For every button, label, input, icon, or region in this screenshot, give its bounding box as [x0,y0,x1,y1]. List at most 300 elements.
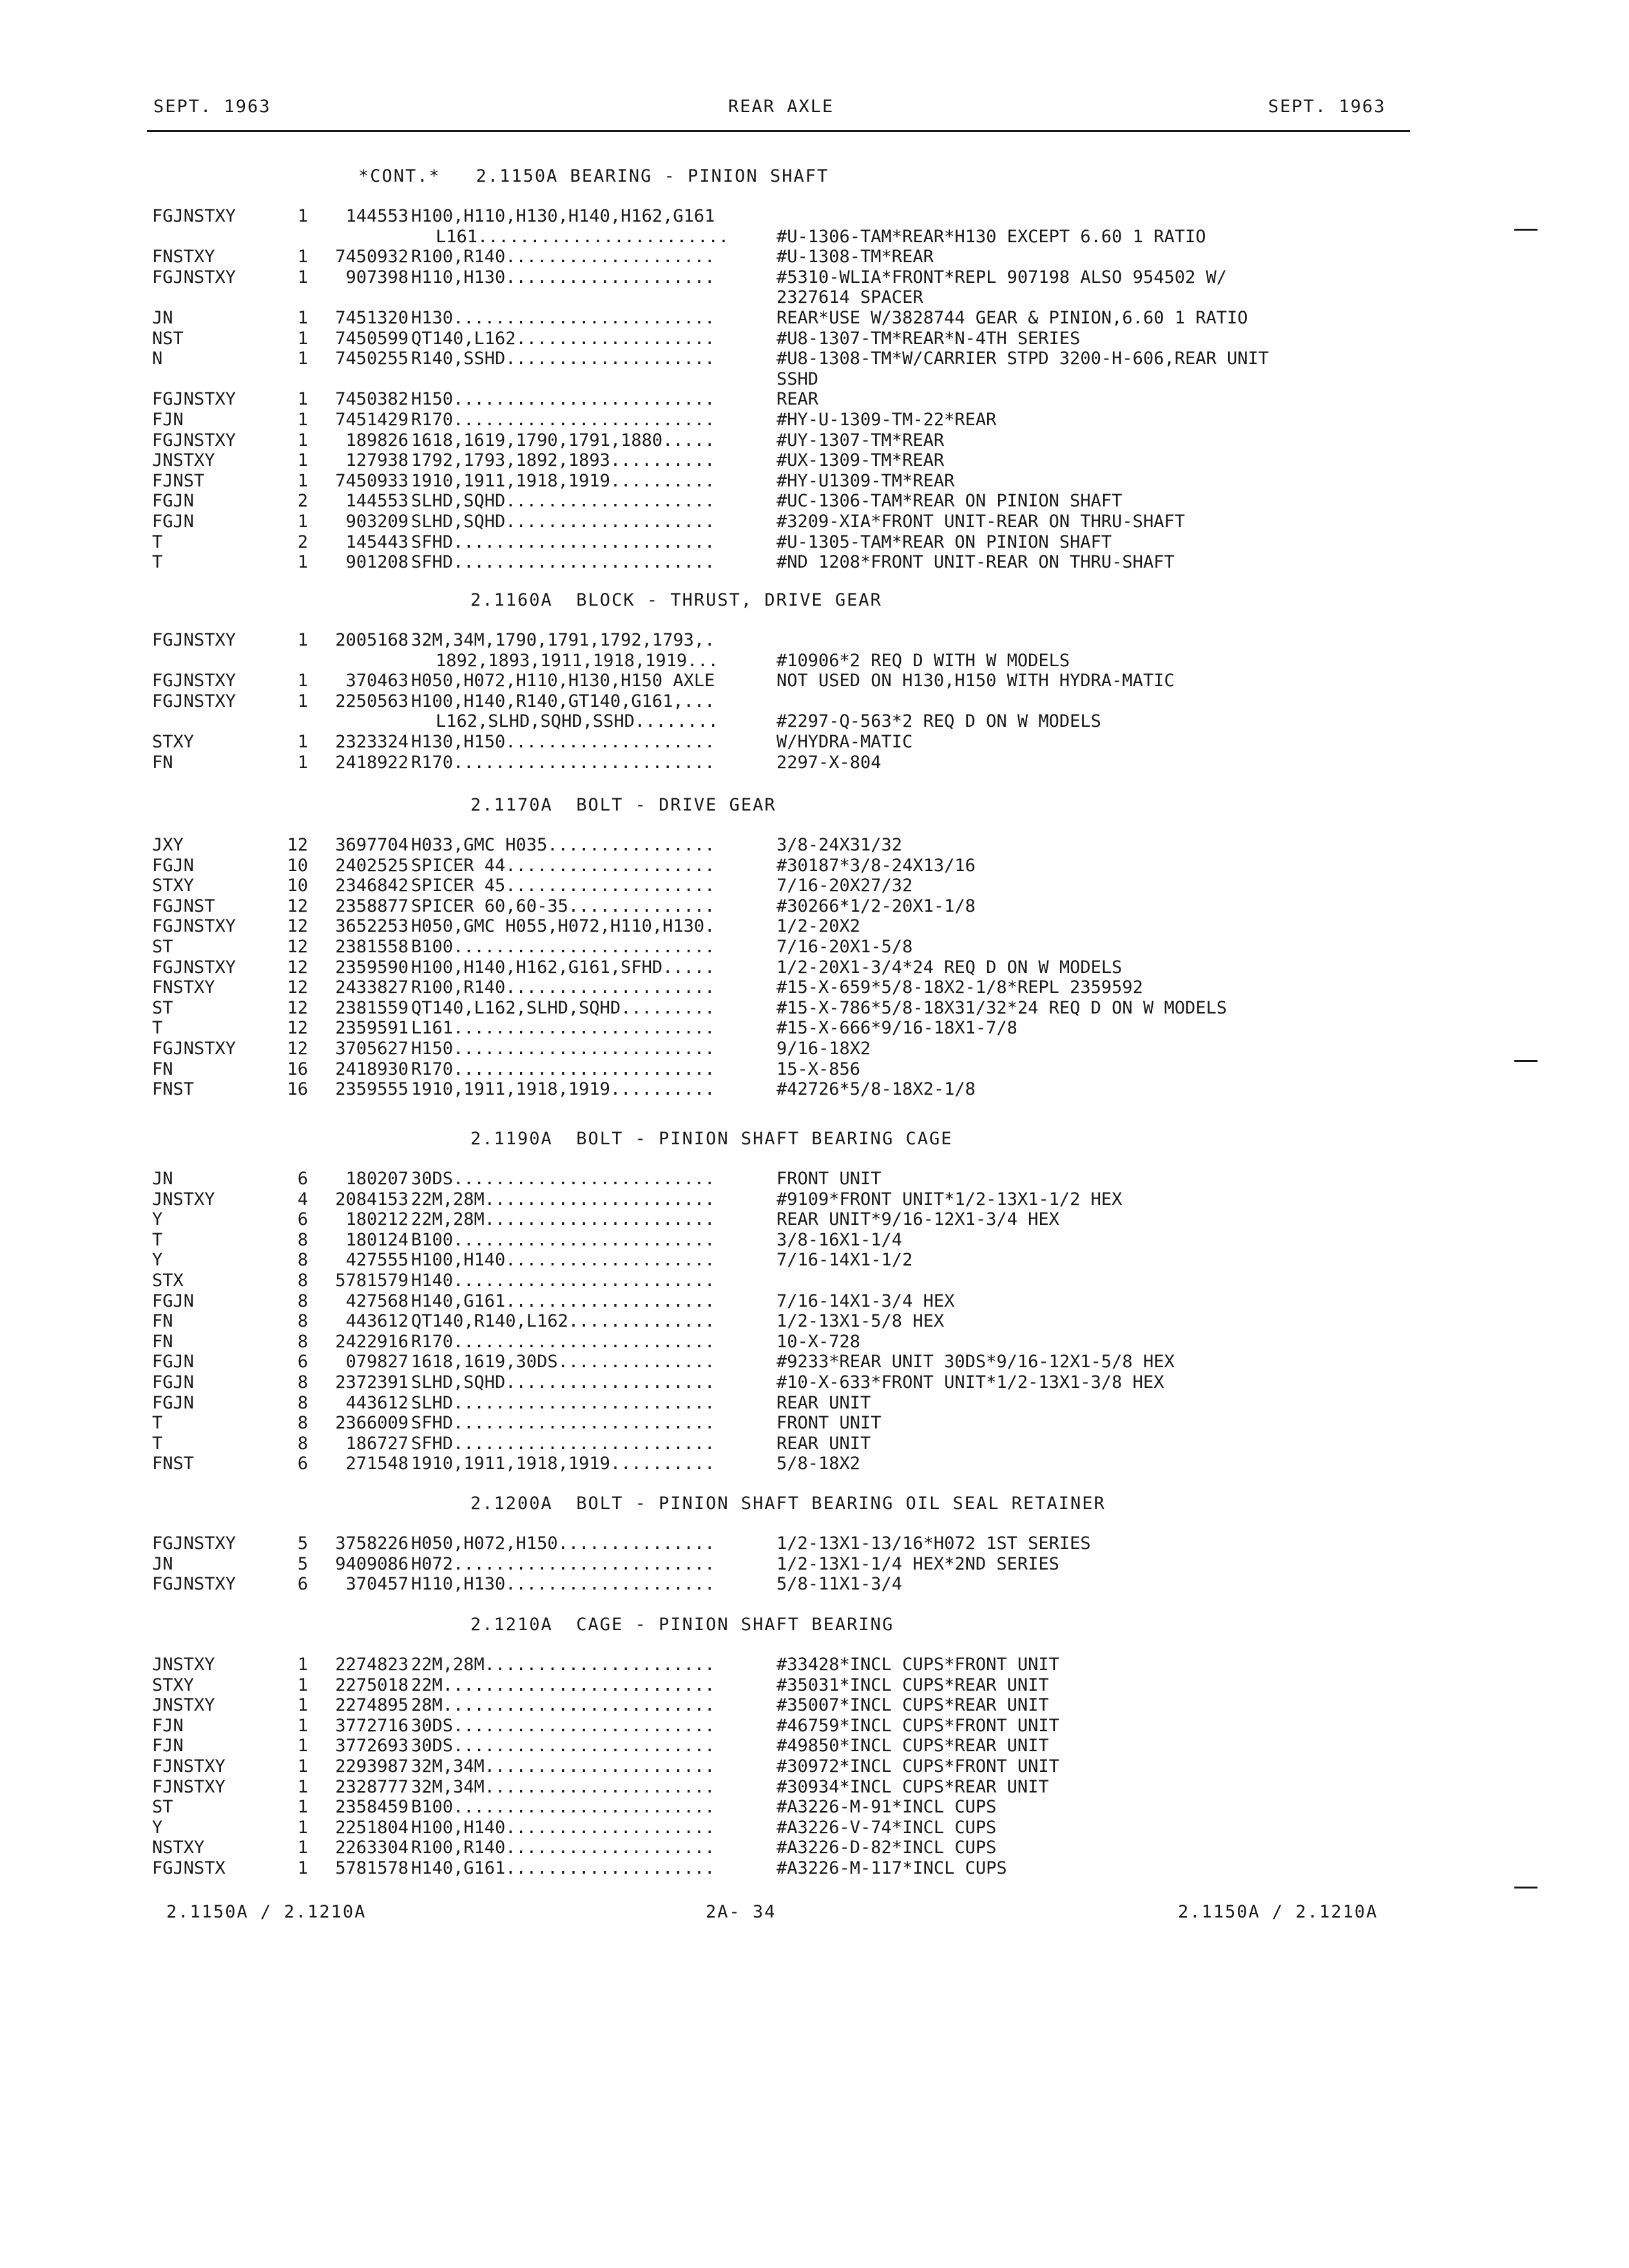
remarks: REAR UNIT [776,1392,871,1413]
parts-row [0,369,1629,390]
margin-mark [1514,1887,1537,1888]
remarks: #9109*FRONT UNIT*1/2-13X1-1/2 HEX [776,1189,1123,1209]
application-description: 22M,28M...................... [411,1209,715,1230]
application-description: R170......................... [411,752,715,773]
parts-row [0,1777,1629,1798]
models-code: FGJNSTXY [152,1574,236,1595]
parts-row [0,308,1629,329]
quantity: 1 [297,1655,308,1675]
remarks: 5/8-18X2 [776,1454,861,1474]
application-description: QT140,L162,SLHD,SQHD......... [411,997,715,1018]
application-description: SPICER 45.................... [411,876,715,896]
remarks: 3/8-16X1-1/4 [776,1229,903,1250]
parts-row [0,1059,1629,1080]
application-description: H150......................... [411,1039,715,1059]
models-code: FGJNSTXY [152,267,236,287]
application-description: SFHD......................... [411,1433,715,1454]
margin-mark [1514,229,1537,231]
parts-row [0,1352,1629,1372]
part-number: 9409086 [335,1553,409,1574]
models-code: FGJNSTXY [152,691,236,711]
models-code: FGJN [152,855,195,876]
application-description: R170......................... [411,410,715,430]
models-code: FJN [152,410,184,430]
parts-row [0,287,1629,308]
parts-row [0,1574,1629,1595]
parts-row [0,916,1629,937]
quantity: 5 [297,1533,308,1553]
part-number: 2328777 [335,1776,409,1797]
parts-row [0,430,1629,451]
section-title: 2.1160A BLOCK - THRUST, DRIVE GEAR [470,590,882,610]
part-number: 2346842 [335,876,409,896]
models-code: STXY [152,1675,195,1695]
models-code: STX [152,1271,184,1291]
parts-row [0,1675,1629,1696]
section-title: 2.1200A BOLT - PINION SHAFT BEARING OIL SEAL RETAINER [470,1494,1106,1514]
parts-row [0,1250,1629,1271]
application-description: 22M,28M...................... [411,1655,715,1675]
footer-range-left: 2.1150A / 2.1210A [166,1902,367,1922]
quantity: 1 [297,430,308,450]
part-number: 2005168 [335,630,409,650]
part-number: 427555 [345,1250,409,1271]
quantity: 1 [297,1817,308,1838]
header-date-left: SEPT. 1963 [153,97,271,117]
remarks: 15-X-856 [776,1059,861,1079]
quantity: 12 [287,997,308,1018]
quantity: 1 [297,671,308,691]
parts-row [0,630,1629,651]
remarks: #15-X-659*5/8-18X2-1/8*REPL 2359592 [776,977,1143,998]
models-code: FGJN [152,491,195,512]
application-description: SFHD......................... [411,552,715,573]
models-code: FNST [152,1079,195,1100]
application-description: H140,G161.................... [411,1858,715,1878]
quantity: 1 [297,308,308,328]
application-description: H100,H140,H162,G161,SFHD..... [411,957,715,977]
quantity: 12 [287,835,308,855]
remarks: 3/8-24X31/32 [776,835,903,855]
parts-row [0,1554,1629,1575]
quantity: 12 [287,957,308,977]
footer-range-right: 2.1150A / 2.1210A [1178,1902,1378,1922]
parts-row [0,410,1629,430]
remarks: #10906*2 REQ D WITH W MODELS [776,650,1070,671]
part-number: 180124 [345,1229,409,1250]
models-code: T [152,1229,163,1250]
models-code: FGJN [152,1291,195,1311]
remarks: 2327614 SPACER [776,287,923,308]
remarks: #HY-U-1309-TM-22*REAR [776,410,997,430]
part-number: 370457 [345,1574,409,1595]
models-code: FNSTXY [152,977,215,998]
part-number: 180207 [345,1169,409,1189]
part-number: 127938 [345,450,409,471]
models-code: FGJNSTXY [152,1533,236,1553]
parts-row [0,1209,1629,1230]
part-number: 186727 [345,1433,409,1454]
quantity: 12 [287,896,308,916]
remarks: #A3226-V-74*INCL CUPS [776,1817,997,1838]
part-number: 7451429 [335,410,409,430]
remarks: #9233*REAR UNIT 30DS*9/16-12X1-5/8 HEX [776,1352,1175,1372]
application-description: SPICER 44.................... [411,855,715,876]
models-code: FN [152,1059,173,1079]
part-number: 2250563 [335,691,409,711]
quantity: 1 [297,389,308,410]
parts-row [0,491,1629,512]
application-description: 30DS......................... [411,1715,715,1736]
models-code: FJNSTXY [152,1756,226,1776]
part-number: 7450382 [335,389,409,410]
remarks: #5310-WLIA*FRONT*REPL 907198 ALSO 954502 W/ [776,267,1227,287]
application-description: 30DS......................... [411,1169,715,1189]
part-number: 2418930 [335,1059,409,1079]
parts-row [0,1189,1629,1210]
application-description: H140......................... [411,1271,715,1291]
quantity: 1 [297,328,308,349]
application-description: 1618,1619,30DS............... [411,1352,715,1372]
remarks: #UY-1307-TM*REAR [776,430,945,450]
models-code: ST [152,937,173,957]
part-number: 2274823 [335,1655,409,1675]
remarks: NOT USED ON H130,H150 WITH HYDRA-MATIC [776,671,1175,691]
application-description: H050,GMC H055,H072,H110,H130. [411,916,715,937]
remarks: 7/16-14X1-3/4 HEX [776,1291,955,1311]
section-title: 2.1210A CAGE - PINION SHAFT BEARING [470,1615,894,1635]
part-number: 180212 [345,1209,409,1230]
part-number: 7450933 [335,470,409,491]
parts-row [0,753,1629,773]
remarks: #49850*INCL CUPS*REAR UNIT [776,1736,1049,1756]
part-number: 7450255 [335,349,409,369]
parts-row [0,471,1629,492]
models-code: ST [152,1797,173,1818]
quantity: 1 [297,1736,308,1756]
part-number: 2381558 [335,937,409,957]
parts-row [0,552,1629,573]
models-code: T [152,1433,163,1454]
part-number: 2372391 [335,1372,409,1392]
part-number: 443612 [345,1311,409,1332]
parts-row [0,977,1629,998]
parts-row [0,1756,1629,1777]
quantity: 1 [297,349,308,369]
parts-row [0,227,1629,247]
models-code: STXY [152,876,195,896]
parts-row [0,671,1629,691]
application-description: QT140,R140,L162.............. [411,1311,715,1332]
part-number: 7450599 [335,328,409,349]
quantity: 12 [287,916,308,937]
parts-row [0,267,1629,288]
quantity: 10 [287,855,308,876]
parts-row [0,349,1629,369]
quantity: 8 [297,1413,308,1434]
parts-row [0,450,1629,471]
application-description: H140,G161.................... [411,1291,715,1311]
application-description: 1910,1911,1918,1919.......... [411,470,715,491]
part-number: 3705627 [335,1039,409,1059]
application-description: B100......................... [411,937,715,957]
application-description: H033,GMC H035................ [411,835,715,855]
margin-mark [1514,1060,1537,1062]
remarks: REAR*USE W/3828744 GEAR & PINION,6.60 1 RATIO [776,308,1248,328]
remarks: FRONT UNIT [776,1413,882,1434]
quantity: 1 [297,470,308,491]
quantity: 12 [287,1018,308,1039]
application-description: H050,H072,H110,H130,H150 AXLE [411,671,715,691]
parts-row [0,1393,1629,1414]
parts-row [0,1533,1629,1554]
models-code: ST [152,997,173,1018]
parts-row [0,937,1629,957]
application-description: R170......................... [411,1331,715,1352]
parts-row [0,1079,1629,1100]
models-code: T [152,1018,163,1039]
application-description: R170......................... [411,1059,715,1079]
part-number: 2418922 [335,752,409,773]
models-code: NST [152,328,184,349]
remarks: #U-1305-TAM*REAR ON PINION SHAFT [776,532,1112,552]
part-number: 2274895 [335,1695,409,1716]
remarks: #10-X-633*FRONT UNIT*1/2-13X1-3/8 HEX [776,1372,1164,1392]
models-code: FGJNSTXY [152,916,236,937]
parts-row [0,532,1629,553]
application-description: H130......................... [411,308,715,328]
application-description: R100,R140.................... [411,247,715,267]
remarks: #15-X-666*9/16-18X1-7/8 [776,1018,1017,1039]
application-description: H100,H140.................... [411,1250,715,1271]
parts-row [0,1736,1629,1756]
quantity: 1 [297,247,308,267]
models-code: JNSTXY [152,1695,215,1716]
part-number: 2366009 [335,1413,409,1434]
quantity: 16 [287,1079,308,1100]
models-code: FJNST [152,470,205,491]
application-description: 1892,1893,1911,1918,1919... [436,650,718,671]
models-code: FN [152,1331,173,1352]
parts-row [0,896,1629,917]
application-description: R100,R140.................... [411,977,715,998]
quantity: 1 [297,732,308,752]
remarks: 10-X-728 [776,1331,861,1352]
parts-row [0,957,1629,978]
part-number: 2293987 [335,1756,409,1776]
models-code: FNSTXY [152,247,215,267]
parts-row [0,389,1629,410]
application-description: H072......................... [411,1553,715,1574]
application-description: L162,SLHD,SQHD,SSHD........ [436,711,718,732]
remarks: SSHD [776,369,819,389]
part-number: 370463 [345,671,409,691]
application-description: 22M.......................... [411,1675,715,1695]
application-description: SLHD,SQHD.................... [411,1372,715,1392]
part-number: 2358459 [335,1797,409,1818]
application-description: H130,H150.................... [411,732,715,752]
part-number: 3772693 [335,1736,409,1756]
models-code: JN [152,308,173,328]
models-code: FGJN [152,1372,195,1392]
part-number: 2422916 [335,1331,409,1352]
part-number: 7450932 [335,247,409,267]
parts-row [0,1230,1629,1251]
models-code: FJN [152,1736,184,1756]
remarks: #33428*INCL CUPS*FRONT UNIT [776,1655,1059,1675]
application-description: SFHD......................... [411,532,715,552]
parts-row [0,247,1629,267]
models-code: FGJNST [152,896,215,916]
application-description: SFHD......................... [411,1413,715,1434]
remarks: FRONT UNIT [776,1169,882,1189]
remarks: 9/16-18X2 [776,1039,871,1059]
quantity: 16 [287,1059,308,1079]
application-description: QT140,L162................... [411,328,715,349]
models-code: JNSTXY [152,1655,215,1675]
models-code: Y [152,1250,163,1271]
remarks: #30266*1/2-20X1-1/8 [776,896,976,916]
remarks: #UC-1306-TAM*REAR ON PINION SHAFT [776,491,1123,512]
parts-row [0,1018,1629,1039]
part-number: 145443 [345,532,409,552]
remarks: #30934*INCL CUPS*REAR UNIT [776,1776,1049,1797]
application-description: R140,SSHD.................... [411,349,715,369]
remarks: 2297-X-804 [776,752,882,773]
remarks: #46759*INCL CUPS*FRONT UNIT [776,1715,1059,1736]
models-code: FGJNSTX [152,1858,226,1878]
remarks: 7/16-14X1-1/2 [776,1250,913,1271]
quantity: 12 [287,1039,308,1059]
application-description: SPICER 60,60-35.............. [411,896,715,916]
models-code: T [152,1413,163,1434]
remarks: 1/2-20X1-3/4*24 REQ D ON W MODELS [776,957,1123,977]
application-description: H050,H072,H150............... [411,1533,715,1553]
models-code: FGJNSTXY [152,206,236,226]
part-number: 079827 [345,1352,409,1372]
remarks: REAR UNIT [776,1433,871,1454]
application-description: 1910,1911,1918,1919.......... [411,1454,715,1474]
parts-row [0,512,1629,532]
remarks: #U8-1307-TM*REAR*N-4TH SERIES [776,328,1081,349]
part-number: 144553 [345,206,409,226]
application-description: B100......................... [411,1229,715,1250]
quantity: 1 [297,752,308,773]
remarks: #ND 1208*FRONT UNIT-REAR ON THRU-SHAFT [776,552,1175,573]
remarks: #U-1308-TM*REAR [776,247,934,267]
models-code: N [152,349,163,369]
remarks: #2297-Q-563*2 REQ D ON W MODELS [776,711,1101,732]
parts-row [0,856,1629,876]
header-title: REAR AXLE [728,97,834,117]
remarks: #HY-U1309-TM*REAR [776,470,955,491]
quantity: 6 [297,1169,308,1189]
models-code: STXY [152,732,195,752]
application-description: H110,H130.................... [411,1574,715,1595]
remarks: #A3226-D-82*INCL CUPS [776,1838,997,1858]
part-number: 3697704 [335,835,409,855]
models-code: JNSTXY [152,450,215,471]
page-number: 2A- 34 [706,1902,776,1922]
models-code: FN [152,1311,173,1332]
part-number: 903209 [345,512,409,532]
parts-row [0,1797,1629,1818]
remarks: 1/2-20X2 [776,916,861,937]
quantity: 12 [287,977,308,998]
remarks: #A3226-M-91*INCL CUPS [776,1797,997,1818]
remarks: #U8-1308-TM*W/CARRIER STPD 3200-H-606,REAR UNIT [776,349,1269,369]
part-number: 2402525 [335,855,409,876]
part-number: 3758226 [335,1533,409,1553]
remarks: 1/2-13X1-5/8 HEX [776,1311,945,1332]
parts-row [0,1271,1629,1291]
models-code: FJN [152,1715,184,1736]
parts-row [0,1413,1629,1434]
parts-row [0,732,1629,753]
quantity: 1 [297,691,308,711]
remarks: 1/2-13X1-1/4 HEX*2ND SERIES [776,1553,1059,1574]
parts-row [0,711,1629,732]
application-description: 1792,1793,1892,1893.......... [411,450,715,471]
remarks: 1/2-13X1-13/16*H072 1ST SERIES [776,1533,1091,1553]
remarks: 7/16-20X27/32 [776,876,913,896]
parts-row [0,1716,1629,1736]
remarks: W/HYDRA-MATIC [776,732,913,752]
section-title: 2.1190A BOLT - PINION SHAFT BEARING CAGE [470,1129,953,1149]
remarks: #30187*3/8-24X13/16 [776,855,976,876]
models-code: FNST [152,1454,195,1474]
remarks: 5/8-11X1-3/4 [776,1574,903,1595]
quantity: 12 [287,937,308,957]
remarks: #A3226-M-117*INCL CUPS [776,1858,1007,1878]
application-description: L161........................ [436,226,729,247]
models-code: FGJNSTXY [152,630,236,650]
remarks: #15-X-786*5/8-18X31/32*24 REQ D ON W MODELS [776,997,1227,1018]
models-code: JN [152,1553,173,1574]
remarks: REAR UNIT*9/16-12X1-3/4 HEX [776,1209,1059,1230]
quantity: 8 [297,1392,308,1413]
models-code: FGJNSTXY [152,389,236,410]
part-number: 907398 [345,267,409,287]
quantity: 1 [297,1776,308,1797]
models-code: FGJN [152,1352,195,1372]
parts-row [0,1858,1629,1879]
parts-row [0,1695,1629,1716]
quantity: 1 [297,552,308,573]
models-code: FGJNSTXY [152,671,236,691]
part-number: 5781578 [335,1858,409,1878]
parts-row [0,329,1629,349]
part-number: 2323324 [335,732,409,752]
parts-row [0,1838,1629,1858]
quantity: 8 [297,1250,308,1271]
remarks: #U-1306-TAM*REAR*H130 EXCEPT 6.60 1 RATIO [776,226,1206,247]
quantity: 8 [297,1372,308,1392]
application-description: H100,H110,H130,H140,H162,G161 [411,206,715,226]
parts-row [0,1434,1629,1454]
models-code: JXY [152,835,184,855]
application-description: H100,H140.................... [411,1817,715,1838]
quantity: 8 [297,1433,308,1454]
parts-row [0,691,1629,712]
remarks: #42726*5/8-18X2-1/8 [776,1079,976,1100]
part-number: 144553 [345,491,409,512]
application-description: B100......................... [411,1797,715,1818]
parts-row [0,206,1629,227]
part-number: 2359591 [335,1018,409,1039]
quantity: 1 [297,450,308,471]
part-number: 2359590 [335,957,409,977]
